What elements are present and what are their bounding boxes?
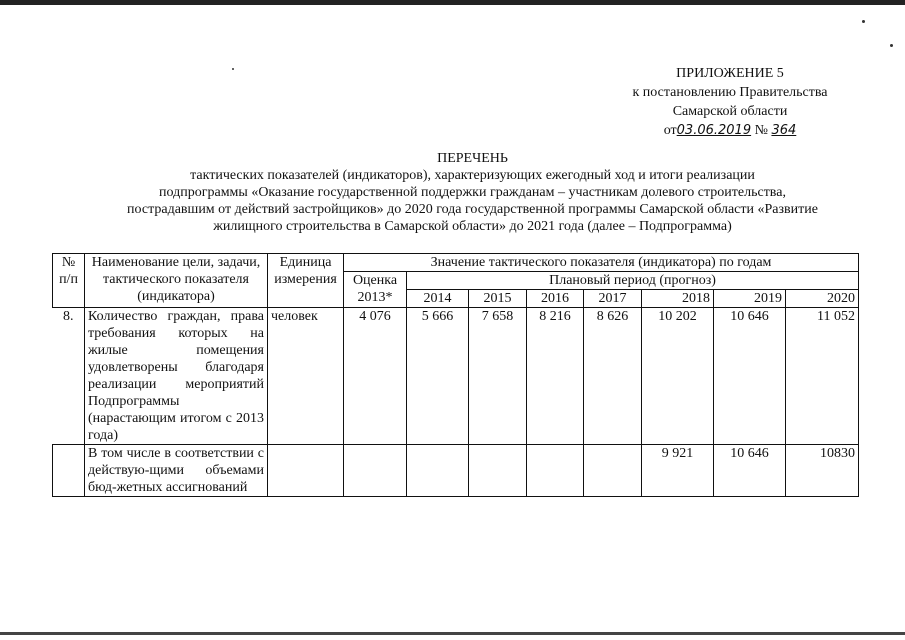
row-value: 5 666 — [407, 308, 469, 445]
page-bottom-border — [0, 632, 905, 635]
row-value: 10830 — [786, 445, 859, 497]
row-value: 8 216 — [527, 308, 584, 445]
row-value — [469, 445, 527, 497]
row-value: 10 646 — [714, 445, 786, 497]
header-name: Наименование цели, задачи, тактического показателя (индикатора) — [85, 254, 268, 308]
appendix-block — [560, 64, 900, 140]
document-heading — [40, 150, 905, 235]
header-year: 2020 — [786, 290, 859, 308]
heading-line-2: подпрограммы «Оказание государственной поддержки гражданам – участникам долевого строительства, — [159, 185, 786, 200]
header-estimate: Оценка 2013* — [344, 272, 407, 308]
row-name: Количество граждан, права требования которых на жилые помещения удовлетворены благодаря реализации мероприятий Подпрограммы (нарастающим итогом с 2013 года) — [85, 308, 268, 445]
header-year: 2016 — [527, 290, 584, 308]
row-unit: человек — [268, 308, 344, 445]
row-num: 8. — [53, 308, 85, 445]
row-unit — [268, 445, 344, 497]
row-value: 11 052 — [786, 308, 859, 445]
row-value — [527, 445, 584, 497]
appendix-title: ПРИЛОЖЕНИЕ 5 — [676, 66, 784, 81]
row-value: 8 626 — [584, 308, 642, 445]
row-value: 10 646 — [714, 308, 786, 445]
decree-line — [560, 121, 900, 140]
row-estimate — [344, 445, 407, 497]
header-year: 2019 — [714, 290, 786, 308]
row-value: 10 202 — [642, 308, 714, 445]
appendix-line-3: Самарской области — [672, 104, 788, 119]
row-value: 9 921 — [642, 445, 714, 497]
header-num: № п/п — [53, 254, 85, 308]
scan-speck — [890, 44, 893, 47]
row-num — [53, 445, 85, 497]
indicators-table — [52, 253, 859, 497]
header-year: 2017 — [584, 290, 642, 308]
header-year: 2014 — [407, 290, 469, 308]
header-plan-group: Плановый период (прогноз) — [407, 272, 859, 290]
row-name: В том числе в соответствии с действую-щими объемами бюд-жетных ассигнований — [85, 445, 268, 497]
decree-number-label: № — [754, 123, 768, 138]
row-value — [584, 445, 642, 497]
heading-line-1: тактических показателей (индикаторов), характеризующих ежегодный ход и итоги реализации — [190, 168, 755, 183]
row-value: 7 658 — [469, 308, 527, 445]
table-row — [53, 308, 859, 445]
scan-speck — [232, 68, 234, 70]
decree-prefix: от — [663, 123, 677, 138]
decree-number: 364 — [771, 123, 797, 138]
decree-date: 03.06.2019 — [676, 123, 752, 138]
heading-line-3: пострадавшим от действий застройщиков» до 2020 года государственной программы Самарской области «Развитие — [127, 202, 818, 217]
appendix-line-2: к постановлению Правительства — [632, 85, 828, 100]
table-row — [53, 445, 859, 497]
header-unit: Единица измерения — [268, 254, 344, 308]
header-row-1 — [53, 254, 859, 272]
header-values-group: Значение тактического показателя (индикатора) по годам — [344, 254, 859, 272]
scan-speck — [862, 20, 865, 23]
page-top-border — [0, 0, 905, 5]
row-estimate: 4 076 — [344, 308, 407, 445]
document-title: ПЕРЕЧЕНЬ — [437, 151, 508, 166]
header-year: 2015 — [469, 290, 527, 308]
row-value — [407, 445, 469, 497]
header-year: 2018 — [642, 290, 714, 308]
heading-line-4: жилищного строительства в Самарской области» до 2021 года (далее – Подпрограмма) — [213, 219, 732, 234]
